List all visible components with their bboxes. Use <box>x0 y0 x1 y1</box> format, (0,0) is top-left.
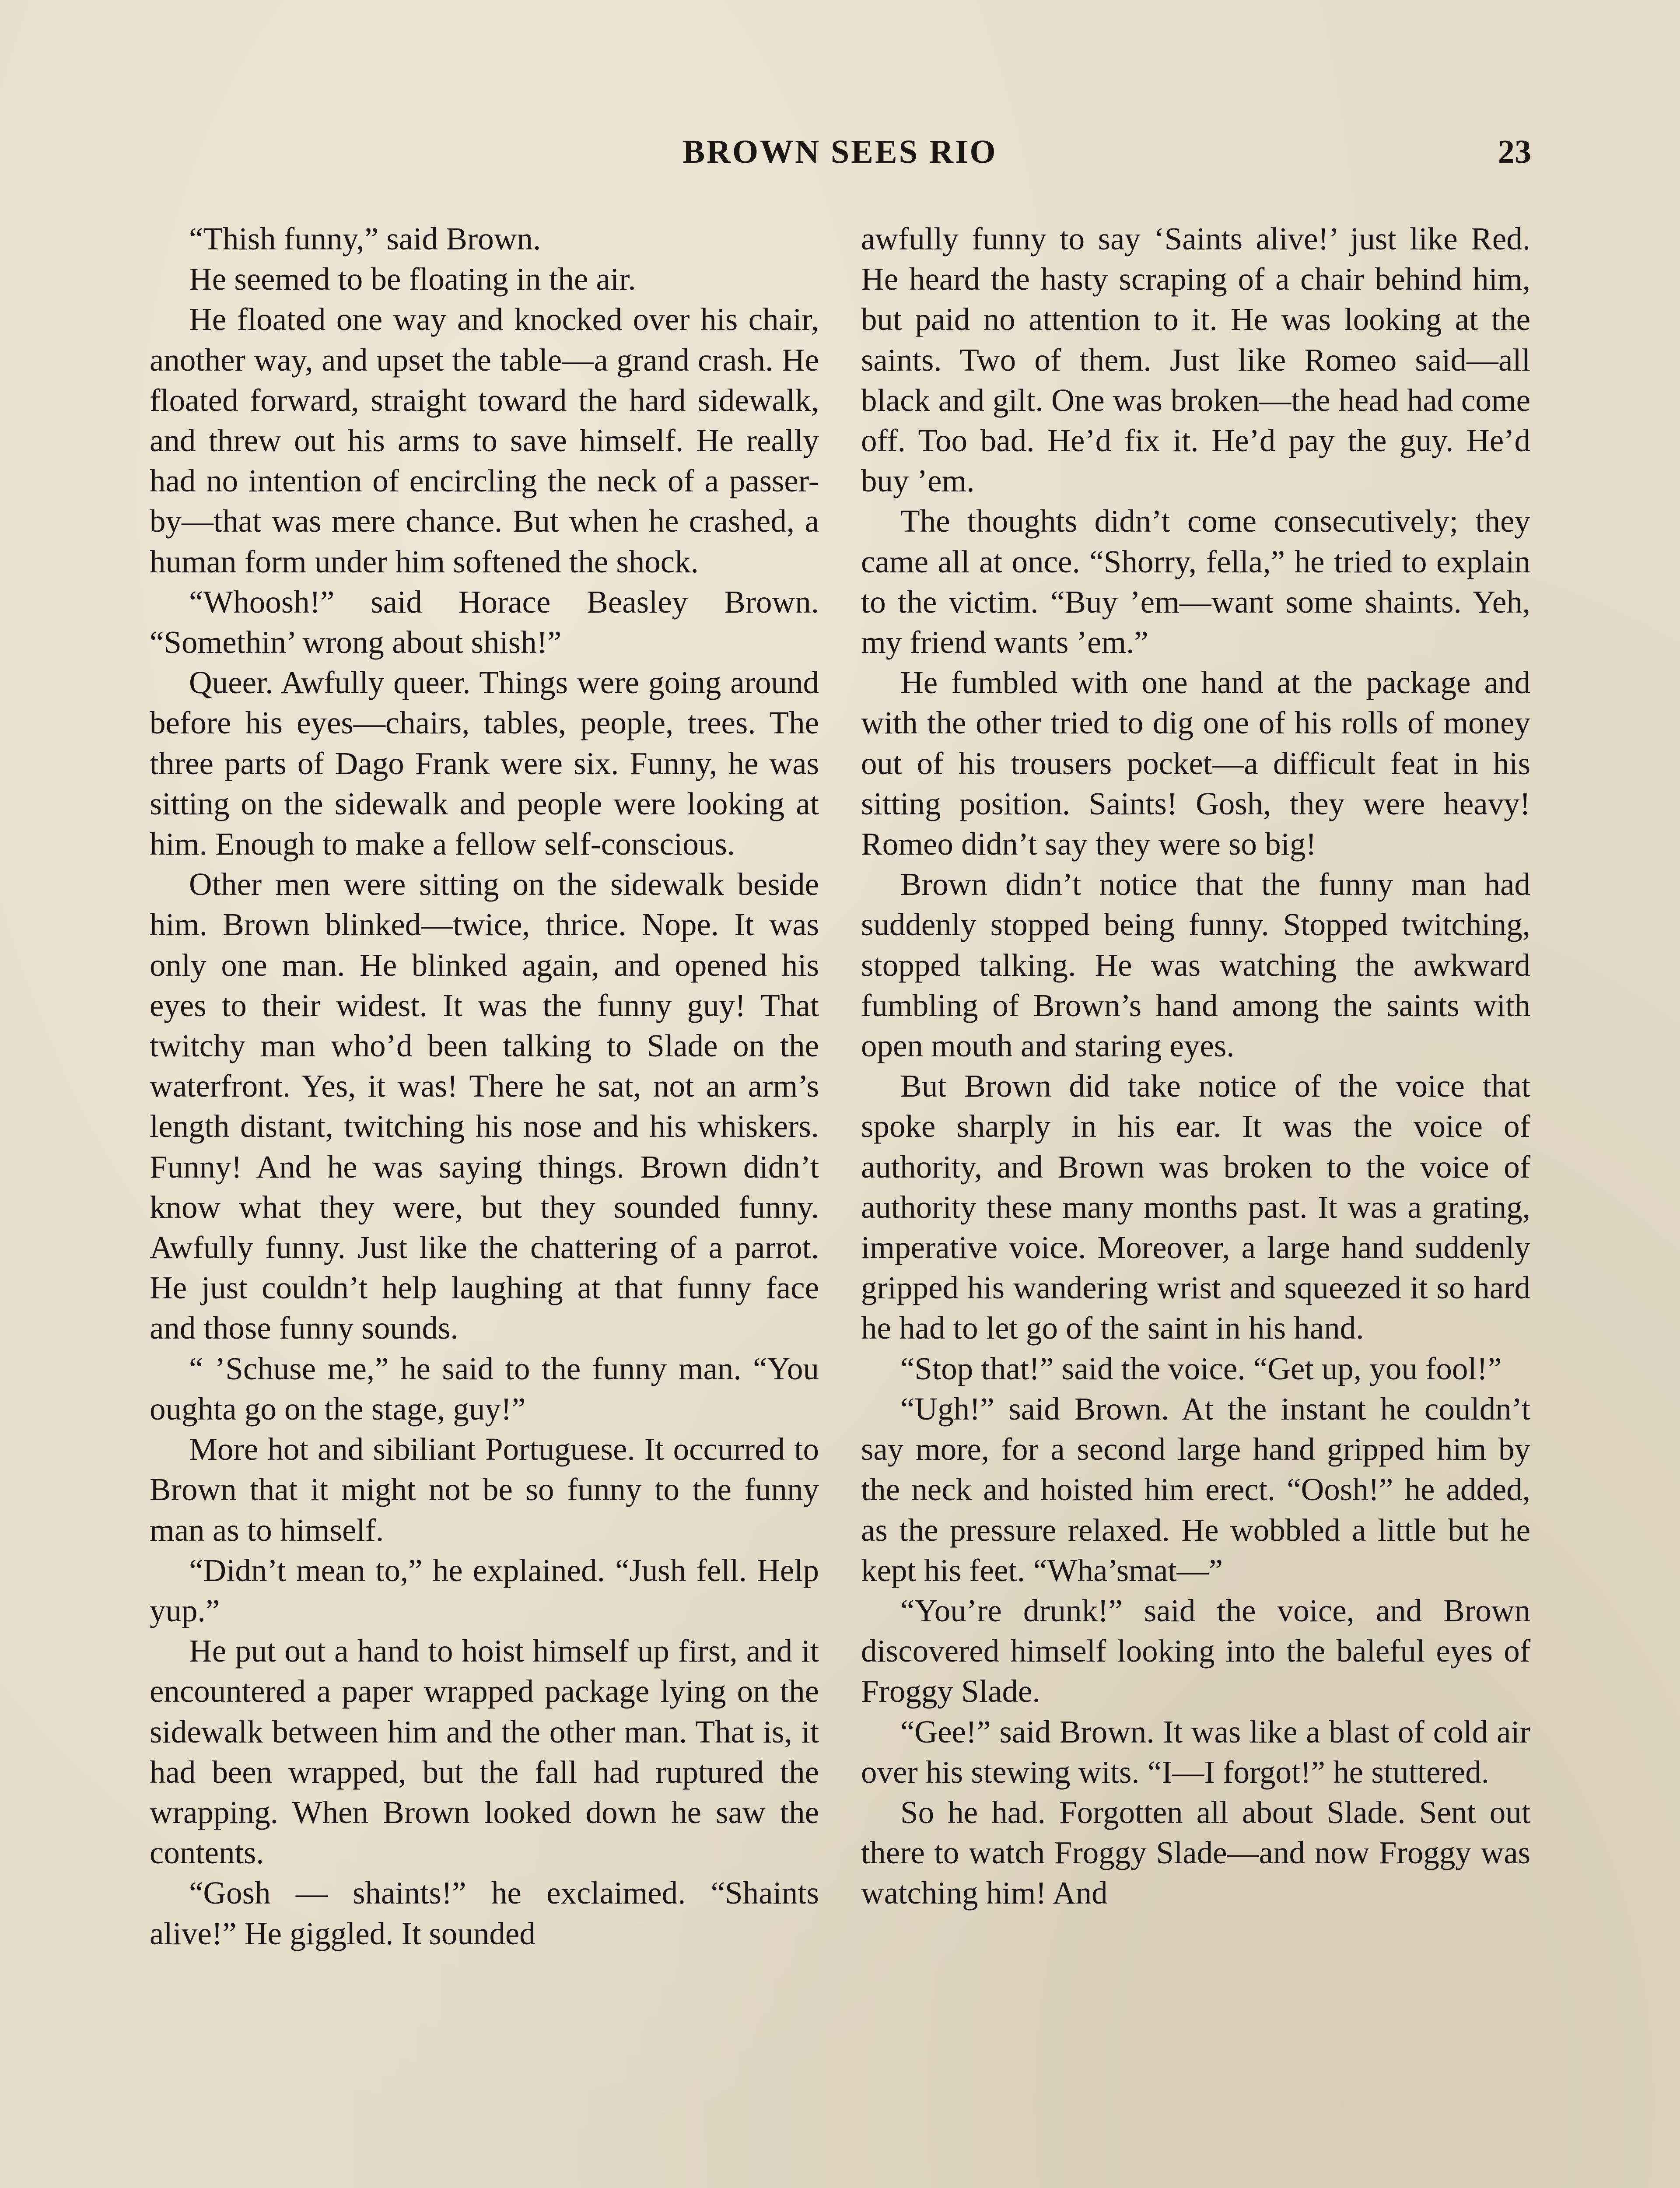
paragraph: He seemed to be floating in the air. <box>189 261 636 297</box>
paragraph: The thoughts didn’t come consecutively; they came all at once. “Shorry, fella,” he tried to explain to the victim. “Buy ’em—want some shaints. Yeh, my friend wants ’em.” <box>861 503 1530 660</box>
paragraph: “Thish funny,” said Brown. <box>189 221 541 256</box>
paragraph: “Didn’t mean to,” he explained. “Jush fell. Help yup.” <box>150 1552 819 1628</box>
paragraph: He put out a hand to hoist himself up first, and it encountered a paper wrapped package lying on the sidewalk between him and the other man. That is, it had been wrapped, but the fall had ruptured the wrapping. When Brown looked down he saw the contents. <box>150 1633 819 1871</box>
left-column <box>150 219 819 1954</box>
right-column <box>861 219 1530 1914</box>
paragraph: Queer. Awfully queer. Things were going around before his eyes—chairs, tables, people, trees. The three parts of Dago Frank were six. Funny, he was sitting on the sidewalk and people were looking at him. Enough to make a fellow self-conscious. <box>150 665 819 862</box>
paragraph-continued: awfully funny to say ‘Saints alive!’ just like Red. He heard the hasty scraping of a chair behind him, but paid no attention to it. He was looking at the saints. Two of them. Just like Romeo said—all black and gilt. One was broken—the head had come off. Too bad. He’d fix it. He’d pay the guy. He’d buy ’em. <box>861 221 1530 499</box>
paragraph: Brown didn’t notice that the funny man had suddenly stopped being funny. Stopped twitching, stopped talking. He was watching the awkward fumbling of Brown’s hand among the saints with open mouth and staring eyes. <box>861 866 1530 1064</box>
paragraph: Other men were sitting on the sidewalk beside him. Brown blinked—twice, thrice. Nope. It was only one man. He blinked again, and opened his eyes to their widest. It was the funny guy! That twitchy man who’d been talking to Slade on the waterfront. Yes, it was! There he sat, not an arm’s length distant, twitching his nose and his whiskers. Funny! And he was saying things. Brown didn’t know what they were, but they sounded funny. Awfully funny. Just like the chattering of a parrot. He just couldn’t help laughing at that funny face and those funny sounds. <box>150 866 819 1346</box>
paragraph: “Whoosh!” said Horace Beasley Brown. “Somethin’ wrong about shish!” <box>150 584 819 660</box>
paragraph: He floated one way and knocked over his chair, another way, and upset the table—a grand crash. He floated forward, straight toward the hard sidewalk, and threw out his arms to save himself. He really had no intention of encircling the neck of a passer-by—that was mere chance. But when he crashed, a human form under him softened the shock. <box>150 302 819 579</box>
paragraph: “Gee!” said Brown. It was like a blast of cold air over his stewing wits. “I—I forgot!” he stuttered. <box>861 1714 1530 1790</box>
page-header <box>149 127 1531 184</box>
paragraph: “Gosh — shaints!” he exclaimed. “Shaints alive!” He giggled. It sounded <box>150 1875 819 1951</box>
paragraph: “You’re drunk!” said the voice, and Brown discovered himself looking into the baleful eyes of Froggy Slade. <box>861 1592 1530 1709</box>
paragraph: He fumbled with one hand at the package and with the other tried to dig one of his rolls of money out of his trousers pocket—a difficult feat in his sitting position. Saints! Gosh, they were heavy! Romeo didn’t say they were so big! <box>861 665 1530 862</box>
paragraph: “ ’Schuse me,” he said to the funny man. “You oughta go on the stage, guy!” <box>150 1350 819 1427</box>
paragraph: “Ugh!” said Brown. At the instant he couldn’t say more, for a second large hand gripped him by the neck and hoisted him erect. “Oosh!” he added, as the pressure relaxed. He wobbled a little but he kept his feet. “Wha’smat—” <box>861 1391 1530 1588</box>
paragraph: More hot and sibiliant Portuguese. It occurred to Brown that it might not be so funny to the funny man as to himself. <box>150 1431 819 1548</box>
paragraph: But Brown did take notice of the voice that spoke sharply in his ear. It was the voice of authority, and Brown was broken to the voice of authority these many months past. It was a grating, imperative voice. Moreover, a large hand suddenly gripped his wandering wrist and squeezed it so hard he had to let go of the saint in his hand. <box>861 1068 1530 1346</box>
paragraph: “Stop that!” said the voice. “Get up, you fool!” <box>900 1350 1502 1386</box>
running-head: BROWN SEES RIO <box>682 133 998 170</box>
paragraph: So he had. Forgotten all about Slade. Sent out there to watch Froggy Slade—and now Froggy was watching him! And <box>861 1794 1530 1911</box>
page-number: 23 <box>1498 133 1531 170</box>
